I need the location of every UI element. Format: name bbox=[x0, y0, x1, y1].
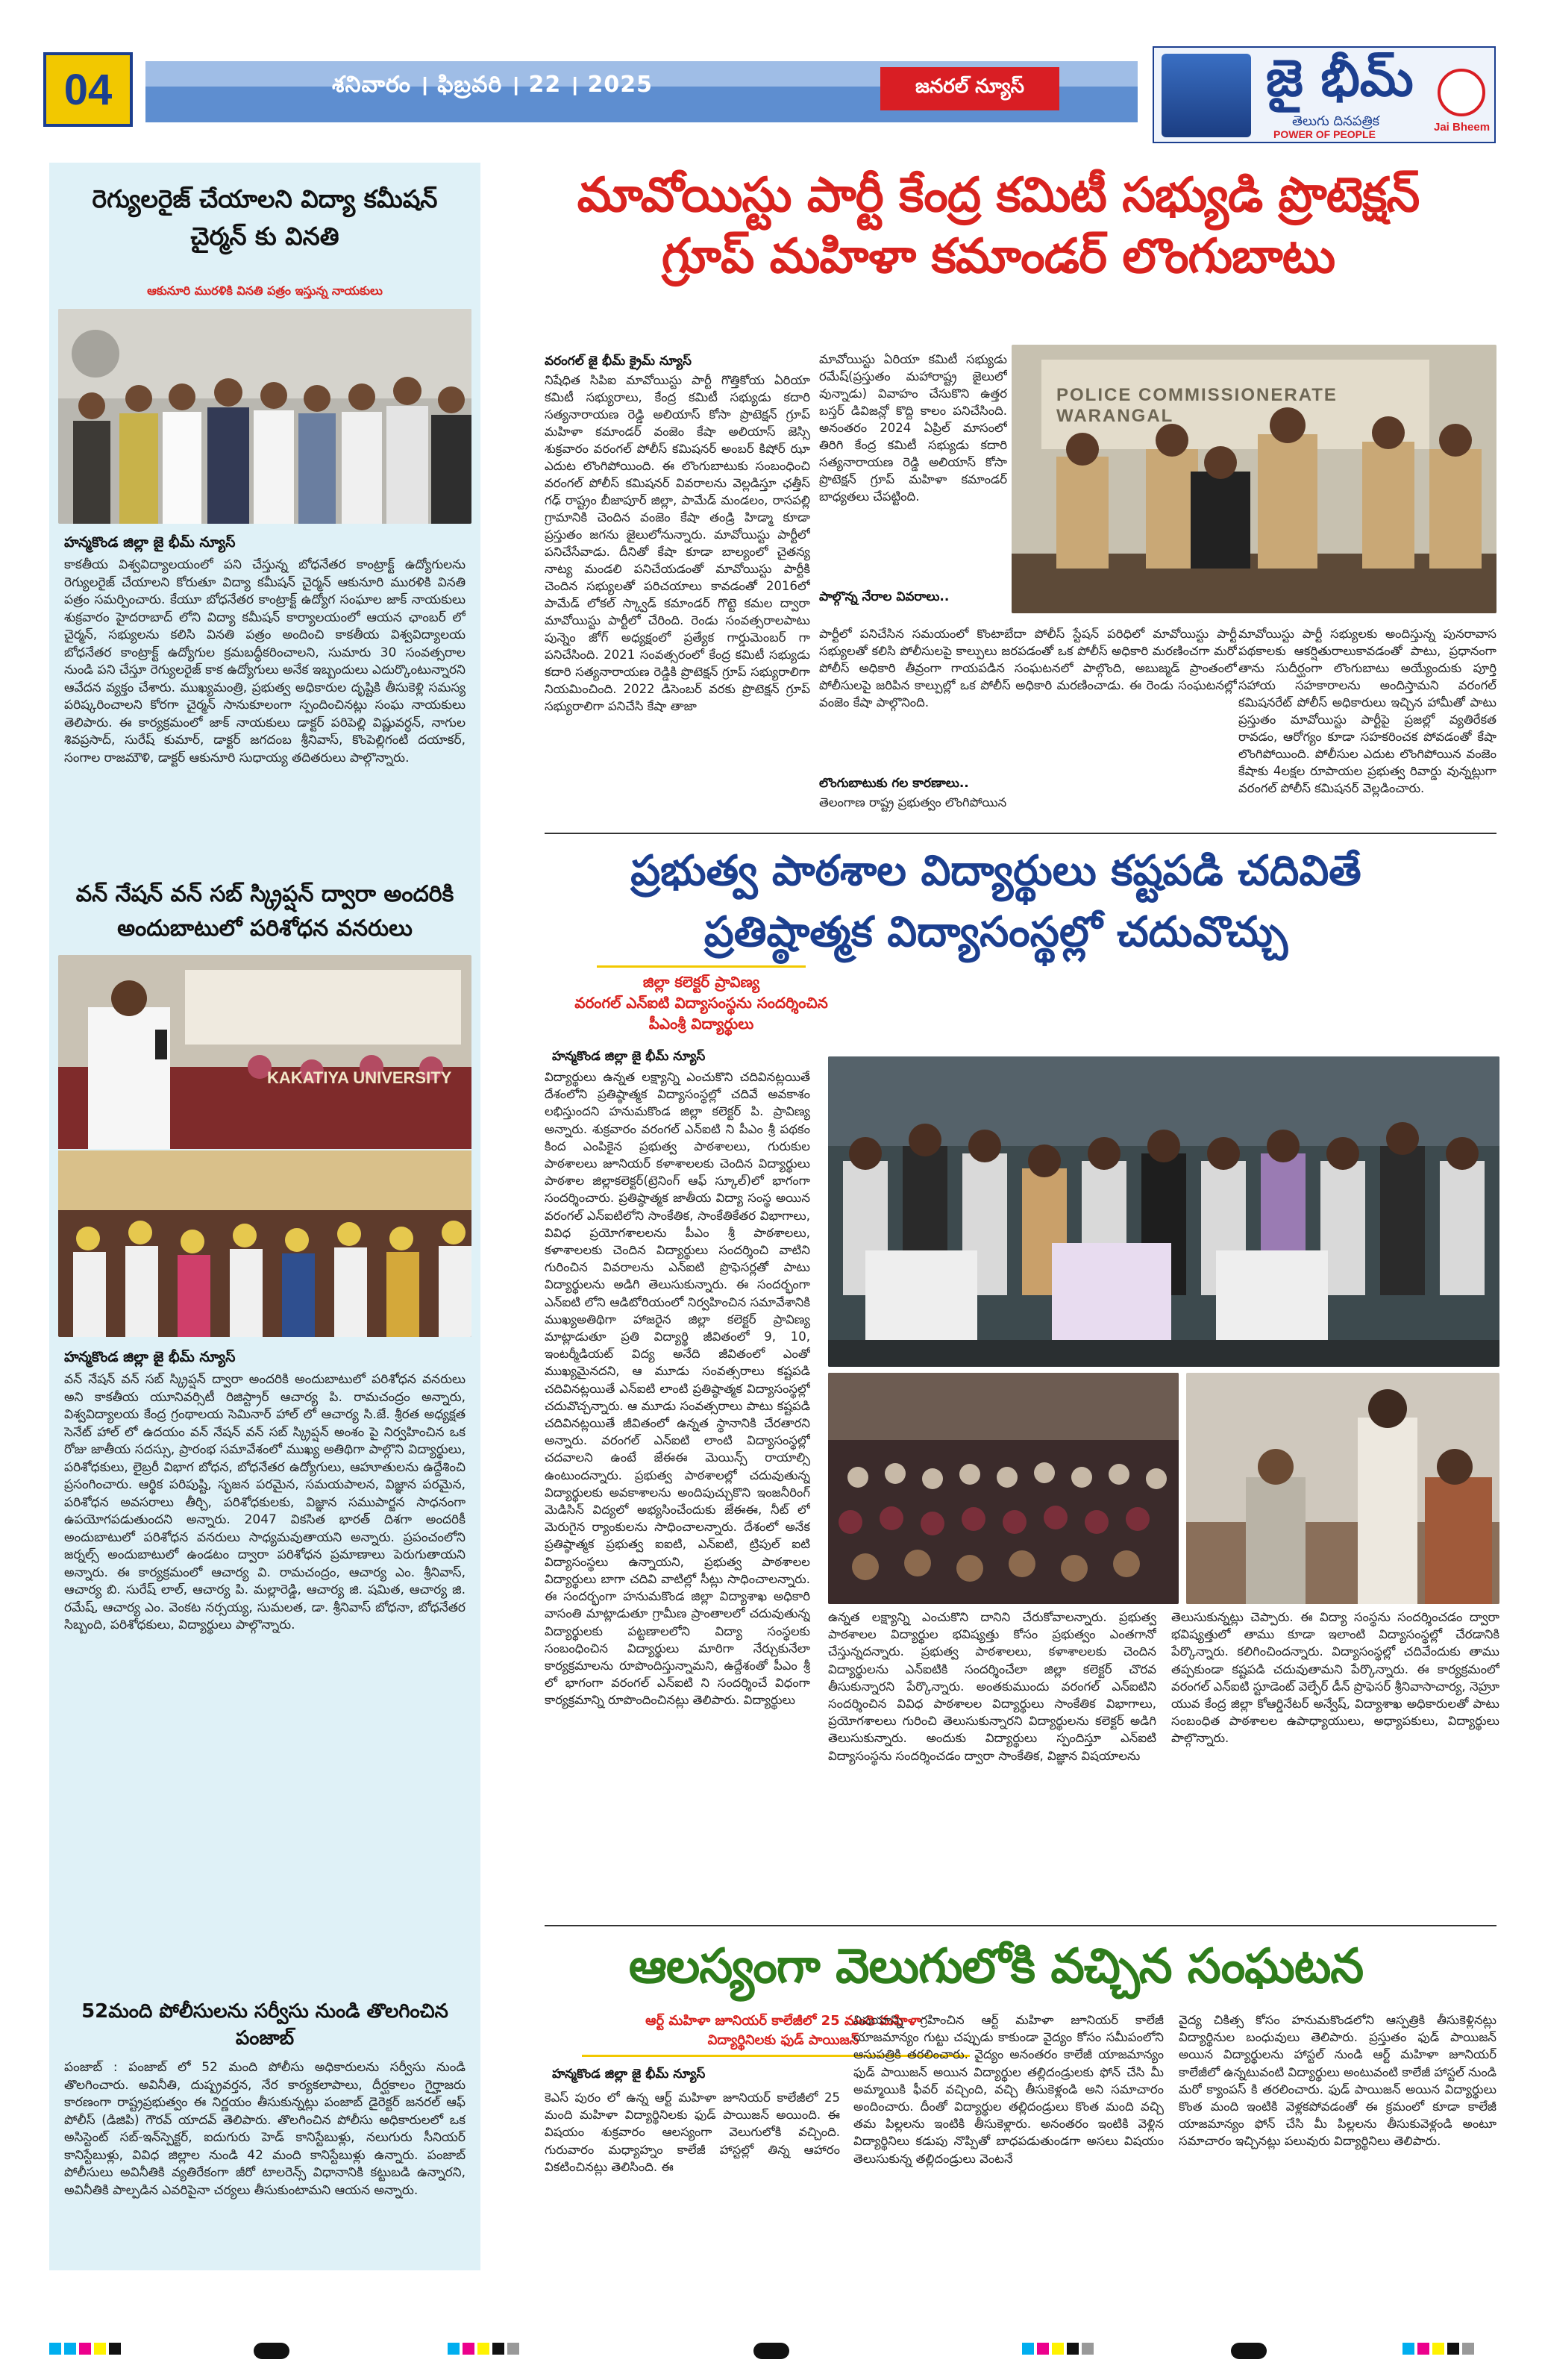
left-column bbox=[49, 163, 480, 2270]
jai-bheem-logo-icon bbox=[1438, 69, 1485, 116]
main-story3-col2: విషయాన్ని గ్రహించిన ఆర్ట్ మహిళా జూనియర్ కాలేజీ యాజమాన్యం గుట్టు చప్పుడు కాకుండా వైద్యం కోసం సమీపంలోని ఆసుపత్రికి తరలించారు. వైద్యం అనంతరం కాలేజీ యాజమాన్యం ఫుడ్ పాయిజన్ అయిన విద్యార్థుల తల్లిదండ్రులకు ఫోన్ చేసి మీ అమ్మాయికి ఫీవర్ వచ్చింది, వచ్చి తీసుకెళ్లండి అని సమాచారం అందించారు. దీంతో విద్యార్థుల తల్లిదండ్రులు కొంత మంది వచ్చి తమ పిల్లలను ఇంటికి తీసుకెళ్లారు. అనంతరం ఇంటికి వెళ్లిన విద్యార్థినిలు కడుపు నొప్పితో బాధపడుతుండగా అసలు విషయం తెలుసుకున్న తల్లిదండ్రులు వెంటనే bbox=[853, 2013, 1164, 2166]
logo-text: Jai Bheem bbox=[1434, 121, 1491, 134]
left-story2-body: వన్ నేషన్ వన్ సబ్ స్క్రిప్షన్ ద్వారా అందరికి అందుబాటులో పరిశోధన వనరులు అని కాకతీయ యూనివర్సిటీ రిజిస్ట్రార్ ఆచార్య పి. రామచంద్రం అన్నారు, విశ్వవిద్యాలయ కేంద్ర గ్రంథాలయ సెమినార్ హాల్ లో ఆచార్య సి.జే. శ్రీరత అధ్యక్షత సెనేట్ హాల్ లో ఉదయం వన్ నేషన్ వన్ సబ్ స్క్రిప్షన్ అంశం పై నిర్వహించిన ఒక రోజు జాతీయ సదస్సు, ప్రారంభ సమావేశంలో ముఖ్య అతిథిగా పాల్గొని విద్యార్థులు, పరిశోధకులు, లైబ్రరీ విభాగ బోధన, బోధనేతర ఉద్యోగులు, ఆహూతులను ఉద్దేశించి ప్రసంగించారు. ఆర్థిక పరిపుష్టి, సృజన పరమైన, సమయపాలన, విజ్ఞాన పరమైన, పరిశోధన అవసరాలు తీర్చి, పరిశోధకులకు, విజ్ఞాన సముపార్జన సాధనంగా ఉపయోగపడుతుందని అన్నారు. 2047 వికసిత భారత్ దిశగా అందరికీ అందుబాటులో పరిశోధన వనరులు సాధ్యమవుతాయని అన్నారు. ప్రపంచంలోని జర్నల్స్ అందుబాటులో ఉండటం ద్వారా పరిశోధన ప్రమాణాలు పెరుగుతాయని అన్నారు. ఈ కార్యక్రమంలో ఆచార్య వి. రామచంద్రం, ఆచార్య ఎం. శ్రీనివాస్, ఆచార్య బి. సురేష్ లాల్, ఆచార్య పి. మల్లారెడ్డి, ఆచార్య జి. షమిత, ఆచార్య జి. రమేష్, ఆచార్య ఎం. వెంకట నర్సయ్య, సుమలత, డా. శ్రీనివాస్ బోధనా, బోధనేతర సిబ్బంది, పరిశోధకులు, విద్యార్థులు పాల్గొన్నారు. bbox=[64, 1372, 466, 1632]
masthead-portrait-icon bbox=[1162, 54, 1251, 137]
main-story2-photo-group bbox=[828, 1056, 1499, 1367]
main-story2-headline-line2: ప్రతిష్ఠాత్మక విద్యాసంస్థల్లో చదువొచ్చు bbox=[703, 908, 1288, 956]
university-sign: KAKATIYA UNIVERSITY bbox=[267, 1068, 452, 1087]
registration-pill-2 bbox=[753, 2343, 789, 2359]
main-story3-subhead-2: విద్యార్థినిలకు ఫుడ్ పాయిజన్ bbox=[707, 2032, 859, 2048]
registration-marks-left bbox=[49, 2343, 121, 2361]
masthead-title: జై భీమ్ bbox=[1266, 49, 1414, 108]
left-story1-byline: హన్మకొండ జిల్లా జై భీమ్ న్యూస్ bbox=[64, 534, 236, 551]
main-story1-col2-sub1: పాల్గొన్న నేరాల వివరాలు.. bbox=[819, 589, 950, 604]
main-story3-byline: హన్మకొండ జిల్లా జై భీమ్ న్యూస్ bbox=[552, 2067, 706, 2082]
left-story2-headline: వన్ నేషన్ వన్ సబ్ స్క్రిప్షన్ ద్వారా అందరికి అందుబాటులో పరిశోధన వనరులు bbox=[75, 881, 454, 942]
main-story3-headline: ఆలస్యంగా వెలుగులోకి వచ్చిన సంఘటన bbox=[628, 1939, 1364, 1994]
main-story2-col3: తెలుసుకున్నట్లు చెప్పారు. ఈ విద్యా సంస్థను సందర్శించడం ద్వారా భవిష్యత్తులో తాము కూడా ఇలాంటి విద్యాసంస్థల్లో చేరడానికి పేర్కొన్నారు. కలిగించిందన్నారు. విద్యాసంస్థల్లో చదివేందుకు తాము తప్పకుండా కష్టపడి చదువుతామని పేర్కొన్నారు. ఈ కార్యక్రమంలో వరంగల్ ఎన్ఐటి స్టూడెంట్ వెల్ఫేర్ డీన్ ప్రొఫెసర్ శ్రీనివాసాచార్య, నెహ్రూ యువ కేంద్ర జిల్లా కోఆర్డినేటర్ అన్వేష్, విద్యాశాఖ అధికారులతో పాటు సంబంధిత పాఠశాలల ఉపాధ్యాయులు, అధ్యాపకులు, విద్యార్థులు పాల్గొన్నారు. bbox=[1171, 1610, 1499, 1746]
main-story1-headline-line1: మావోయిస్టు పార్టీ కేంద్ర కమిటీ సభ్యుడి ప్రొటెక్షన్ bbox=[577, 168, 1420, 223]
left-story1-subhead: ఆకునూరి మురళికి వినతి పత్రం ఇస్తున్న నాయకులు bbox=[147, 284, 383, 298]
main-story2-headline-line1: ప్రభుత్వ పాఠశాల విద్యార్థులు కష్టపడి చదివితే bbox=[630, 847, 1361, 895]
left-story1-headline: రెగ్యులరైజ్ చేయాలని విద్యా కమీషన్ చైర్మన్ కు వినతి bbox=[92, 184, 438, 251]
main-story1-col2-sub2: లొంగుబాటుకు గల కారణాలు.. bbox=[819, 776, 969, 791]
story-divider bbox=[545, 833, 1496, 834]
main-story2-byline: హన్మకొండ జిల్లా జై భీమ్ న్యూస్ bbox=[552, 1049, 706, 1064]
main-story1-headline-line2: గ్రూప్ మహిళా కమాండర్ లొంగుబాటు bbox=[661, 229, 1335, 284]
main-story1-col2-b: పార్టీలో పనిచేసిన సమయంలో కొంటాబేదా పోలీస్ స్టేషన్ పరిధిలో మావోయిస్టు పార్టీ సభ్యులతో కలిసి పోలీసులపై కాల్పులు జరపడంతో ఒక పోలీస్ అధికారి మరణించగా మరో పోలీస్ అధికారి తీవ్రంగా గాయపడిన సంఘటనలో పాల్గొంది, అబుజ్మడ్ ప్రాంతంలో పోలీసులపై జరిపిన కాల్పుల్లో ఒక పోలీస్ అధికారి మరణించాడు. ఈ రెండు సంఘటనల్లో వంజెం కేషా పాల్గొనింది. bbox=[819, 627, 1237, 710]
main-story3-col1: కెఎస్ పురం లో ఉన్న ఆర్ట్ మహిళా జూనియర్ కాలేజీలో 25 మంది మహిళా విద్యార్థినిలకు ఫుడ్ పాయిజన్ అయింది. ఈ విషయం శుక్రవారం ఆలస్యంగా వెలుగులోకి వచ్చింది. గురువారం మధ్యాహ్నం కాలేజీ హాస్టల్లో తిన్న ఆహారం వికటించినట్లు తెలిసింది. ఈ bbox=[545, 2091, 840, 2174]
page-header bbox=[0, 0, 1542, 149]
masthead-subtitle: తెలుగు దినపత్రిక bbox=[1292, 113, 1380, 129]
subhead-accent-bar bbox=[597, 965, 806, 968]
page-number: 04 bbox=[43, 52, 133, 127]
main-story2-photo-audience bbox=[828, 1373, 1179, 1604]
main-story3-subhead-1: ఆర్ట్ మహిళా జూనియర్ కాలేజీలో 25 మంది మహిళా bbox=[645, 2013, 921, 2029]
left-story2-photo bbox=[58, 955, 471, 1337]
left-story3-body: పంజాబ్ : పంజాబ్ లో 52 మంది పోలీసు అధికారులను సర్వీసు నుండి తొలగించారు. అవినీతి, దుష్ప్రవర్తన, నేర కార్యకలాపాలు, దీర్ఘకాలం గైర్హాజరు కారణంగా రాష్ట్రప్రభుత్వం ఈ నిర్ణయం తీసుకున్నట్లు పంజాబ్ డైరెక్టర్ జనరల్ ఆఫ్ పోలీస్ (డిజిపి) గౌరవ్ యాదవ్ తెలిపారు. తొలగించిన పోలీసు అధికారులలో ఒక అసిస్టెంట్ సబ్-ఇన్‌స్పెక్టర్, ఐదుగురు హెడ్ కానిస్టేబుళ్లు, నలుగురు సీనియర్ కానిస్టేబుళ్లు, వివిధ జిల్లాల నుండి 42 మంది కానిస్టేబుళ్లు ఉన్నారు. పంజాబ్ పోలీసులు అవినీతికి వ్యతిరేకంగా జీరో టాలరెన్స్ విధానానికి కట్టుబడి ఉన్నారని, అవినీతికి పాల్పడిన ఎవరిపైనా చర్యలు తీసుకుంటామని ఆయన అన్నారు. bbox=[64, 2060, 466, 2198]
registration-pill-3 bbox=[1231, 2343, 1267, 2359]
main-story2-subhead-1: జిల్లా కలెక్టర్ ప్రావిణ్య bbox=[642, 973, 760, 991]
registration-marks-4 bbox=[1402, 2343, 1474, 2361]
left-story3-headline: 52మంది పోలీసులను సర్వీసు నుండి తొలగించిన పంజాబ్ bbox=[81, 2000, 448, 2049]
left-story1-body: కాకతీయ విశ్వవిద్యాలయంలో పని చేస్తున్న బోధనేతర కాంట్రాక్ట్ ఉద్యోగులను రెగ్యులరైజ్ చేయాలని కోరుతూ విద్యా కమీషన్ చైర్మన్ ఆకునూరి మురళికి వినతి పత్రం సమర్పించారు. కేయూ బోధనేతర కాంట్రాక్ట్ ఉద్యోగ సంఘాల జాక్ నాయకులు శుక్రవారం హైదరాబాద్ లోని విద్యా కమీషన్ కార్యాలయంలో ఆయన ఛాంబర్ లో చైర్మన్, సభ్యులను కలిసి వినతి పత్రం అందించి కాకతీయ విశ్వవిద్యాలయ బోధనేతర కాంట్రాక్ట్ ఉద్యోగుల క్రమబద్ధీకరించాలని, సుమారు 30 సంవత్సరాల నుండి పని చేస్తూ రెగ్యులరైజ్ కాక ఉద్యోగులు అనేక ఇబ్బందులు ఎదుర్కొంటున్నారని ఆవేదన వ్యక్తం చేశారు. ముఖ్యమంత్రి, ప్రభుత్వ అధికారుల దృష్టికి తీసుకెళ్లి సమస్య పరిష్కరించాలని కోరగా చైర్మన్ సానుకూలంగా స్పందించినట్లు సంఘ నాయకులు తెలిపారు. ఈ కార్యక్రమంలో జాక్ నాయకులు డాక్టర్ పరిపెల్లి విష్ణువర్ధన్, నాగుల శివప్రసాద్, సురేష్ కుమార్, డాక్టర్ జగదంబ శ్రీనివాస్, కొంపెల్లిగంటి దయాకర్, సంగాల రాజమౌళి, డాక్టర్ ఆకునూరి సుధాయ్య తదితరులు పాల్గొన్నారు. bbox=[64, 557, 466, 765]
main-story1-photo bbox=[1012, 345, 1496, 613]
main-story1-col2: మావోయిస్టు ఏరియా కమిటీ సభ్యుడు రమేష్(ప్రస్తుతం మహారాష్ట్ర జైలులో వున్నాడు) వివాహం చేసుకొని ఉత్తర బస్తర్ డివిజన్లో కొద్ది కాలం పనిచేసింది. అనంతరం 2024 ఏప్రిల్ మాసంలో తిరిగి కేంద్ర కమిటీ సభ్యుడు కదారి సత్యనారాయణ రెడ్డి అలియాస్ కోసా ప్రొటెక్షన్ గ్రూప్ మహిళా కమాండర్ బాధ్యతలు చేపట్టింది. bbox=[819, 352, 1007, 504]
main-story1-col2-c: తెలంగాణ రాష్ట్ర ప్రభుత్వం లొంగిపోయిన bbox=[819, 795, 1007, 809]
masthead bbox=[1153, 46, 1496, 143]
main-story1-col1: నిషేధిత సిపిఐ మావోయిస్టు పార్టీ గొత్తికోయ ఏరియా కమిటీ సభ్యురాలు, కేంద్ర కమిటీ సభ్యుడు కదారి సత్యనారాయణ రెడ్డి అలియాస్ కోసా ప్రొటెక్షన్ గ్రూప్ మహిళా కమాండర్ వంజెం కేషా అలియాస్ జెస్సి శుక్రవారం వరంగల్ పోలీస్ కమిషనర్ అంబర్ కిషోర్ ఝా ఎదుట లొంగిపోయింది. ఈ లొంగుబాటుకు సంబంధించి వరంగల్ పోలీస్ కమిషనర్ వివరాలను వెల్లడిస్తూ ఛత్తీస్ గఢ్ రాష్ట్రం బీజాపూర్ జిల్లా, పామేడ్ మండలం, రాసపల్లి గ్రామానికి చెందిన వంజెం కేషా తండ్రి హిడ్మా కూడా ప్రస్తుతం జగను జైలులోనున్నారు. మావోయిస్టు పార్టీలో పనిచేసేవాడు. దీనితో కేషా కూడా బాల్యంలో చైతన్య నాట్య మండలి పనిచేయడంతో మావోయిస్టు పార్టీకి చెందిన సభ్యులతో పరిచయాలు కావడంతో 2016లో పామేడ్ లోకల్ స్క్వాడ్ కమాండర్ గొట్టె కమల ద్వారా మావోయిస్టు పార్టీలో చేరింది. రెండు సంవత్సరాలపాటు పున్నెం జోగ్ అధ్యక్షంలో ప్రత్యేక గార్డుమెంబర్ గా పనిచేసింది. 2021 సంవత్సరంలో కేంద్ర కమిటీ సభ్యుడు కదారి సత్యనారాయణ రెడ్డికి ప్రొటెక్షన్ గ్రూప్ సభ్యురాలిగా నియమించింది. 2022 డిసెంబర్ వరకు ప్రొటెక్షన్ గ్రూప్ సభ్యురాలిగా పనిచేసి కేషా తాజా bbox=[545, 373, 810, 713]
main-story2-col1: విద్యార్థులు ఉన్నత లక్ష్యాన్ని ఎంచుకొని చదివినట్లయితే దేశంలోని ప్రతిష్ఠాత్మక విద్యాసంస్థల్లో చదివే అవకాశం లభిస్తుందని హనుమకొండ జిల్లా కలెక్టర్ పి. ప్రావిణ్య అన్నారు. శుక్రవారం వరంగల్ ఎన్ఐటి ని పీఎం శ్రీ పథకం కింద ఎంపికైన ప్రభుత్వ పాఠశాలలు, గురుకుల పాఠశాలలు జూనియర్ కళాశాలలకు చెందిన విద్యార్థులు పాఠశాల జిల్లాకలెక్టర్(ట్రెనింగ్ ఆఫ్ స్కూల్)లో భాగంగా సందర్శించారు. ప్రతిష్ఠాత్మక జాతీయ విద్యా సంస్థ అయిన వరంగల్ ఎన్ఐటిలోని సాంకేతిక, సాంకేతికేతర విభాగాలు, వివిధ ప్రయోగశాలలను పీఎం శ్రీ పాఠశాలలు, కళాశాలలకు చెందిన విద్యార్థులు సందర్శించి వాటిని గురించిన వివరాలను ఎన్ఐటి ప్రొఫెసర్లతో పాటు విద్యార్థులను అడిగి తెలుసుకున్నారు. ఈ సందర్భంగా ఎన్ఐటి లోని ఆడిటోరియంలో నిర్వహించిన సమావేశానికి ముఖ్యఅతిథిగా హాజరైన జిల్లా కలెక్టర్ ప్రావిణ్య మాట్లాడుతూ ప్రతి విద్యార్థి జీవితంలో 9, 10, ఇంటర్మీడియట్ విద్య అనేది జీవితంలో ఎంతో ముఖ్యమైనదని, ఆ మూడు సంవత్సరాలు కష్టపడి చదివినట్లయితే ఎన్ఐటి లాంటి ప్రతిష్ఠాత్మక విద్యాసంస్థల్లో చదువొచ్చన్నారు. ఆ మూడు సంవత్సరాలు పాటు కష్టపడి చదివినట్లయితే జీవితంలో ఉన్నత స్థానానికి చేరతారని అన్నారు. వరంగల్ ఎన్ఐటి లాంటి విద్యాసంస్థల్లో చదవాలని ఉంటే జేఈఈ మెయిన్స్ రాయాల్సి ఉంటుందన్నారు. ప్రభుత్వ పాఠశాలల్లో చదువుతున్న విద్యార్థులకు అవకాశాలను అందిపుచ్చుకొని ఇంజనీరింగ్ మెడిసిన్ విద్యలో అభ్యసించేందుకు జేఈఈ, నీట్ లో మెరుగైన ర్యాంకులను సాధించాలన్నారు. దేశంలో అనేక ప్రతిష్ఠాత్మక ప్రభుత్వ ఐఐటి, ఎన్ఐటి, ట్రిపుల్ ఐటి విద్యాసంస్థలు ఉన్నాయని, ప్రభుత్వ పాఠశాలల విద్యార్థులు బాగా చదివి వాటిల్లో సీట్లు సాధించాలన్నారు. ఈ సందర్భంగా హనుమకొండ జిల్లా విద్యాశాఖ అధికారి వాసంతి మాట్లాడుతూ గ్రామీణ ప్రాంతాలలో చదువుతున్న విద్యార్థులకు పట్టణాలలోని విద్యా సంస్థలకు సంబంధించిన విద్యార్థులు మారిగా నేర్చుకునేలా కార్యక్రమాలను రూపొందిస్తున్నామని, ఉద్దేశంతో పీఎం శ్రీ లో భాగంగా వరంగల్ ఎన్ఐటి ని సందర్శించే విధంగా కార్యక్రమాన్ని రూపొందించినట్లు తెలిపారు. విద్యార్థులు bbox=[545, 1070, 810, 1708]
commissionerate-sign: POLICE COMMISSIONERATE WARANGAL bbox=[1056, 385, 1338, 426]
story-divider-2 bbox=[545, 1925, 1496, 1926]
left-story1-photo bbox=[58, 309, 471, 524]
section-label: జనరల్ న్యూస్ bbox=[880, 67, 1059, 110]
main-story3-col3: వైద్య చికిత్స కోసం హనుమకొండలోని ఆస్పత్రికి తీసుకెళ్లినట్లు విద్యార్థినుల బంధువులు తెలిపారు. ప్రస్తుతం ఫుడ్ పాయిజన్ అయిన విద్యార్థులను హాస్టల్ నుండి ఆర్ట్ మహిళా జూనియర్ కాలేజీలో ఉన్నటువంటి విద్యార్థులు అంటువంటి కాలేజీ హాస్టల్ నుండి మరో క్యాంపస్ కి తరలించారు. ఫుడ్ పాయిజన్ అయిన విద్యార్థులు కొంత మంది ఇంటికి వెళ్లకపోవడంతో ఈ క్రమంలో కూడా కాలేజీ యాజమాన్యం ఫోన్ చేసి మీ పిల్లలను తీసుకువెళ్లండి అంటూ సమాచారం ఇచ్చినట్లు పలువురు విద్యార్థినిలు తెలిపారు. bbox=[1179, 2013, 1496, 2149]
main-story2-col2: ఉన్నత లక్ష్యాన్ని ఎంచుకొని దానిని చేరుకోవాలన్నారు. ప్రభుత్వ పాఠశాలల విద్యార్థుల భవిష్యత్తు కోసం ప్రభుత్వం ఎంతగానో చేస్తున్నదన్నారు. ప్రభుత్వ పాఠశాలలు, కళాశాలలకు చెందిన విద్యార్థులను ఎన్ఐటికి సందర్శించేలా జిల్లా కలెక్టర్ చొరవ తీసుకున్నారని పేర్కొన్నారు. అంతకుముందు వరంగల్ ఎన్ఐటిని సందర్శించిన వివిధ పాఠశాలల విద్యార్థులు సాంకేతిక విభాగాలు, ప్రయోగశాలలు గురించి తెలుసుకున్నారని విద్యార్థులను కలెక్టర్ అడిగి తెలుసుకున్నారు. అందుకు విద్యార్థులు స్పందిస్తూ ఎన్ఐటి విద్యాసంస్థను సందర్శించడం ద్వారా సాంకేతిక, విజ్ఞాన విషయాలను bbox=[828, 1610, 1156, 1763]
main-story2-photo-speaker bbox=[1186, 1373, 1499, 1604]
issue-date: శనివారం । ఫిబ్రవరి । 22 । 2025 bbox=[332, 72, 653, 98]
registration-marks-3 bbox=[1022, 2343, 1094, 2361]
main-story1-col3: మావోయిస్టు పార్టీ సభ్యులకు అందిస్తున్న పునరావాస పథకాలకు ఆకర్షితురాలుకావడంతో పాటు, ప్రధానంగా తాను సుదీర్ఘంగా లొంగుబాటు అయ్యేందుకు పూర్తి సహాయ సహకారాలను అందిస్తామని వరంగల్ కమిషనరేట్ పోలీస్ అధికారులు ఇచ్చిన హామీతో పాటు ప్రస్తుతం మావోయిస్టు పార్టీపై ప్రజల్లో వ్యతిరేకత రావడం, ఆరోగ్యం కూడా సహకరించక పోవడంతో కేషా లొంగిపోయింది. పోలీసుల ఎదుట లొంగిపోయిన వంజెం కేషాకు 4లక్షల రూపాయల ప్రభుత్వ రివార్డు వున్నట్లుగా వరంగల్ పోలీస్ కమిషనర్ వెల్లడించారు. bbox=[1238, 627, 1496, 795]
masthead-english: POWER OF PEOPLE bbox=[1273, 128, 1376, 140]
registration-pill bbox=[254, 2343, 289, 2359]
left-story2-byline: హన్మకొండ జిల్లా జై భీమ్ న్యూస్ bbox=[64, 1349, 236, 1365]
main-story2-subhead-2: వరంగల్ ఎన్ఐటి విద్యాసంస్థను సందర్శించిన bbox=[574, 994, 828, 1012]
registration-marks-2 bbox=[448, 2343, 519, 2361]
main-story2-subhead-3: పీఎంశ్రీ విద్యార్థులు bbox=[648, 1015, 754, 1033]
main-story1-byline: వరంగల్ జై భీమ్ క్రైమ్ న్యూస్ bbox=[545, 354, 692, 369]
